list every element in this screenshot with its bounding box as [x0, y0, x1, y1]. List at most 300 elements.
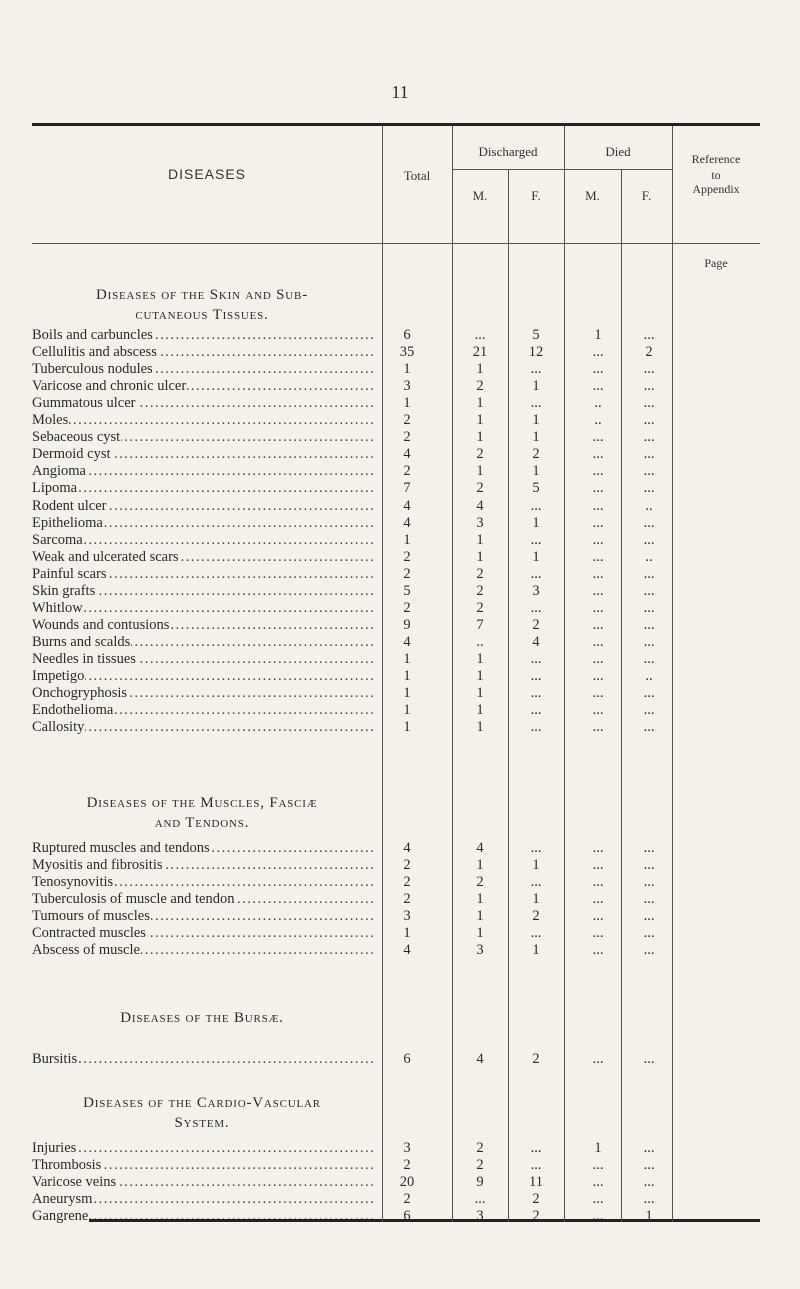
- died-female-cell: ...: [643, 565, 655, 582]
- disease-label: Contracted muscles: [32, 925, 146, 942]
- died-female-cell: ...: [643, 463, 655, 480]
- disease-name: [32, 600, 374, 617]
- disease-label: Whitlow: [32, 599, 83, 616]
- total-cell: 4: [403, 942, 411, 959]
- disease-name: [32, 566, 374, 583]
- header-discharged: Discharged: [478, 144, 538, 159]
- total-cell: 6: [403, 1208, 411, 1225]
- total-cell: 4: [403, 497, 411, 514]
- discharged-female-cell: ...: [530, 1157, 542, 1174]
- disease-name: [32, 532, 374, 549]
- died-male-cell: ...: [592, 685, 604, 702]
- discharged-male-cell: 21: [472, 344, 488, 361]
- header-died-f: F.: [641, 188, 652, 203]
- disease-label: Tuberculous nodules: [32, 361, 153, 378]
- died-male-cell: ...: [592, 908, 604, 925]
- section-subtitle: System.: [174, 1115, 230, 1131]
- table-row: [32, 583, 760, 600]
- total-cell: 1: [403, 361, 411, 378]
- table-row: [32, 942, 760, 959]
- died-female-cell: ...: [643, 650, 655, 667]
- disease-label: Tenosynovitis: [32, 874, 114, 891]
- discharged-male-cell: 1: [476, 429, 484, 446]
- died-female-cell: ...: [643, 582, 655, 599]
- disease-label: Onchogryphosis: [32, 685, 128, 702]
- disease-name: [32, 685, 374, 702]
- total-cell: 20: [399, 1174, 415, 1191]
- died-female-cell: ...: [643, 1174, 655, 1191]
- disease-name: [32, 549, 374, 566]
- discharged-male-cell: 1: [476, 908, 484, 925]
- table-row: [32, 617, 760, 634]
- header-died: Died: [605, 144, 631, 159]
- table-row: [32, 480, 760, 497]
- header-total: Total: [403, 168, 431, 183]
- table-row: [32, 549, 760, 566]
- died-male-cell: ...: [592, 616, 604, 633]
- total-cell: 2: [403, 548, 411, 565]
- disease-name: [32, 1174, 374, 1191]
- total-cell: 2: [403, 891, 411, 908]
- disease-label: Needles in tissues: [32, 650, 136, 667]
- disease-label: Varicose veins: [32, 1174, 117, 1191]
- discharged-female-cell: 3: [532, 582, 540, 599]
- disease-label: Skin grafts: [32, 582, 96, 599]
- disease-label: Lipoma: [32, 480, 78, 497]
- died-male-cell: ...: [592, 429, 604, 446]
- header-page: Page: [704, 256, 728, 270]
- section-subtitle: cutaneous Tissues.: [135, 307, 269, 323]
- discharged-male-cell: 2: [476, 1140, 484, 1156]
- table-row: [32, 327, 760, 344]
- total-cell: 2: [403, 874, 411, 891]
- died-female-cell: ...: [643, 702, 655, 719]
- died-male-cell: ...: [592, 378, 604, 395]
- table-row: [32, 1191, 760, 1208]
- total-cell: 3: [403, 908, 411, 925]
- discharged-male-cell: 2: [476, 599, 484, 616]
- died-female-cell: 1: [645, 1208, 653, 1225]
- disease-name: [32, 651, 374, 668]
- disease-name: [32, 1051, 374, 1068]
- disease-label: Impetigo: [32, 668, 85, 684]
- discharged-female-cell: 5: [532, 327, 540, 343]
- died-female-cell: 2: [645, 344, 653, 361]
- table-row: [32, 532, 760, 549]
- died-male-cell: ...: [592, 1191, 604, 1208]
- disease-label: Wounds and contusions: [32, 616, 170, 633]
- died-male-cell: ...: [592, 497, 604, 514]
- table-row: [32, 566, 760, 583]
- discharged-male-cell: 4: [476, 497, 484, 514]
- disease-name: [32, 480, 374, 497]
- disease-label: Tuberculosis of muscle and tendon: [32, 891, 235, 908]
- discharged-male-cell: 3: [476, 514, 484, 531]
- disease-name: [32, 361, 374, 378]
- died-female-cell: ...: [643, 327, 655, 343]
- died-male-cell: ...: [592, 531, 604, 548]
- discharged-female-cell: ...: [530, 719, 542, 736]
- disease-label: Sebaceous cyst: [32, 429, 121, 446]
- discharged-female-cell: 2: [532, 446, 540, 463]
- disease-label: Thrombosis: [32, 1157, 102, 1174]
- table-row: [32, 1157, 760, 1174]
- table-row: [32, 378, 760, 395]
- total-cell: 6: [403, 1051, 411, 1067]
- died-male-cell: ...: [592, 702, 604, 719]
- discharged-male-cell: ...: [474, 1191, 486, 1208]
- discharged-male-cell: 1: [476, 463, 484, 480]
- disease-label: Cellulitis and abscess: [32, 344, 157, 361]
- table-row: [32, 1140, 760, 1157]
- died-male-cell: ...: [592, 1208, 604, 1225]
- table-row: [32, 1051, 760, 1068]
- died-female-cell: ...: [643, 480, 655, 497]
- disease-name: [32, 840, 374, 857]
- disease-name: [32, 1140, 374, 1157]
- died-female-cell: ...: [643, 361, 655, 378]
- died-female-cell: ...: [643, 925, 655, 942]
- disease-name: [32, 583, 374, 600]
- table-row: [32, 344, 760, 361]
- disease-name: [32, 515, 374, 532]
- discharged-female-cell: 2: [532, 1208, 540, 1225]
- disease-name: [32, 908, 374, 925]
- discharged-male-cell: 1: [476, 395, 484, 412]
- disease-name: [32, 498, 374, 515]
- died-female-cell: ...: [643, 446, 655, 463]
- died-female-cell: ..: [645, 497, 653, 514]
- died-male-cell: ...: [592, 480, 604, 497]
- total-cell: 1: [403, 395, 411, 412]
- died-female-cell: ...: [643, 1051, 655, 1067]
- disease-label: Abscess of muscle: [32, 942, 140, 959]
- table-row: [32, 395, 760, 412]
- disease-label: Painful scars: [32, 565, 107, 582]
- died-male-cell: ...: [592, 874, 604, 891]
- total-cell: 2: [403, 463, 411, 480]
- disease-label: Ruptured muscles and tendons: [32, 840, 210, 856]
- total-cell: 35: [399, 344, 415, 361]
- discharged-male-cell: 1: [476, 702, 484, 719]
- table-row: [32, 634, 760, 651]
- disease-name: [32, 702, 374, 719]
- table-row: [32, 429, 760, 446]
- died-male-cell: ...: [592, 857, 604, 874]
- discharged-male-cell: 1: [476, 548, 484, 565]
- discharged-male-cell: 1: [476, 361, 484, 378]
- discharged-male-cell: 4: [476, 840, 484, 856]
- discharged-female-cell: ...: [530, 565, 542, 582]
- discharged-female-cell: 2: [532, 1051, 540, 1067]
- discharged-male-cell: 1: [476, 650, 484, 667]
- table-row: [32, 908, 760, 925]
- discharged-female-cell: 1: [532, 514, 540, 531]
- header-discharged-f: F.: [531, 188, 541, 203]
- died-male-cell: ...: [592, 942, 604, 959]
- total-cell: 2: [403, 412, 411, 429]
- discharged-female-cell: 1: [532, 942, 540, 959]
- died-male-cell: ...: [592, 668, 604, 684]
- discharged-female-cell: 1: [532, 857, 540, 874]
- section-title: Diseases of the Skin and Sub-: [96, 287, 308, 303]
- died-female-cell: ...: [643, 942, 655, 959]
- disease-name: [32, 891, 374, 908]
- died-female-cell: ..: [645, 668, 653, 684]
- died-female-cell: ...: [643, 616, 655, 633]
- died-female-cell: ...: [643, 514, 655, 531]
- table-row: [32, 1208, 760, 1225]
- died-male-cell: 1: [594, 327, 602, 343]
- total-cell: 2: [403, 1191, 411, 1208]
- died-female-cell: ...: [643, 633, 655, 650]
- table-row: [32, 925, 760, 942]
- discharged-male-cell: 9: [476, 1174, 484, 1191]
- disease-label: Aneurysm: [32, 1191, 93, 1208]
- discharged-male-cell: 3: [476, 942, 484, 959]
- discharged-male-cell: ..: [476, 633, 484, 650]
- disease-name: [32, 857, 374, 874]
- died-female-cell: ...: [643, 395, 655, 412]
- total-cell: 3: [403, 378, 411, 395]
- disease-name: [32, 668, 374, 685]
- died-male-cell: ...: [592, 582, 604, 599]
- discharged-male-cell: 2: [476, 480, 484, 497]
- discharged-female-cell: ...: [530, 361, 542, 378]
- died-male-cell: ...: [592, 599, 604, 616]
- died-male-cell: ...: [592, 719, 604, 736]
- died-female-cell: ...: [643, 874, 655, 891]
- died-male-cell: ...: [592, 344, 604, 361]
- table-row: [32, 840, 760, 857]
- died-female-cell: ...: [643, 719, 655, 736]
- discharged-male-cell: 1: [476, 891, 484, 908]
- total-cell: 1: [403, 702, 411, 719]
- died-female-cell: ...: [643, 1157, 655, 1174]
- died-male-cell: ...: [592, 925, 604, 942]
- died-female-cell: ...: [643, 429, 655, 446]
- table-row: [32, 600, 760, 617]
- discharged-female-cell: 1: [532, 548, 540, 565]
- disease-label: Callosity: [32, 719, 85, 736]
- total-cell: 3: [403, 1140, 411, 1156]
- table-row: [32, 685, 760, 702]
- disease-name: [32, 874, 374, 891]
- discharged-male-cell: 2: [476, 1157, 484, 1174]
- discharged-male-cell: 2: [476, 874, 484, 891]
- discharged-female-cell: ...: [530, 599, 542, 616]
- died-male-cell: ...: [592, 1157, 604, 1174]
- discharged-female-cell: 1: [532, 891, 540, 908]
- died-female-cell: ...: [643, 840, 655, 856]
- total-cell: 4: [403, 514, 411, 531]
- section-subtitle: and Tendons.: [154, 815, 250, 831]
- discharged-male-cell: 2: [476, 565, 484, 582]
- table-row: [32, 702, 760, 719]
- died-male-cell: ...: [592, 361, 604, 378]
- table-row: [32, 651, 760, 668]
- disease-name: [32, 344, 374, 361]
- table-row: [32, 1174, 760, 1191]
- died-male-cell: ...: [592, 1051, 604, 1067]
- total-cell: 1: [403, 719, 411, 736]
- discharged-female-cell: 1: [532, 412, 540, 429]
- discharged-female-cell: 2: [532, 1191, 540, 1208]
- died-female-cell: ...: [643, 908, 655, 925]
- disease-name: [32, 412, 374, 429]
- disease-name: [32, 1191, 374, 1208]
- died-male-cell: ...: [592, 840, 604, 856]
- disease-label: Tumours of muscles: [32, 908, 150, 925]
- disease-label: Epithelioma: [32, 514, 103, 531]
- discharged-male-cell: 1: [476, 531, 484, 548]
- disease-name: [32, 446, 374, 463]
- discharged-female-cell: ...: [530, 395, 542, 412]
- disease-label: Dermoid cyst: [32, 446, 111, 463]
- total-cell: 6: [403, 327, 411, 343]
- discharged-female-cell: 1: [532, 463, 540, 480]
- total-cell: 1: [403, 925, 411, 942]
- discharged-male-cell: 1: [476, 857, 484, 874]
- discharged-female-cell: ...: [530, 874, 542, 891]
- discharged-female-cell: 11: [529, 1174, 543, 1191]
- header-reference-1: Reference: [691, 152, 741, 166]
- died-male-cell: ...: [592, 1174, 604, 1191]
- died-female-cell: ...: [643, 412, 655, 429]
- table-row: [32, 361, 760, 378]
- section-title: Diseases of the Bursæ.: [120, 1010, 284, 1026]
- disease-label: Gummatous ulcer: [32, 395, 136, 412]
- discharged-female-cell: 4: [532, 633, 540, 650]
- total-cell: 2: [403, 429, 411, 446]
- table-row: [32, 446, 760, 463]
- disease-label: Injuries: [32, 1140, 77, 1156]
- discharged-female-cell: ...: [530, 668, 542, 684]
- discharged-female-cell: ...: [530, 1140, 542, 1156]
- header-divider: [32, 243, 760, 244]
- disease-label: Endothelioma: [32, 702, 114, 719]
- disease-name: [32, 634, 374, 651]
- disease-name: [32, 1157, 374, 1174]
- died-female-cell: ...: [643, 1140, 655, 1156]
- total-cell: 4: [403, 633, 411, 650]
- died-male-cell: ...: [592, 548, 604, 565]
- total-cell: 1: [403, 531, 411, 548]
- died-male-cell: ..: [594, 395, 602, 412]
- total-cell: 2: [403, 1157, 411, 1174]
- died-male-cell: ...: [592, 463, 604, 480]
- table-row: [32, 498, 760, 515]
- table-row: [32, 857, 760, 874]
- discharged-male-cell: 3: [476, 1208, 484, 1225]
- total-cell: 1: [403, 650, 411, 667]
- discharged-female-cell: ...: [530, 702, 542, 719]
- died-male-cell: 1: [594, 1140, 602, 1156]
- discharged-male-cell: 7: [476, 616, 484, 633]
- died-male-cell: ..: [594, 412, 602, 429]
- discharged-female-cell: 1: [532, 378, 540, 395]
- page-number: 11: [391, 82, 409, 102]
- discharged-female-cell: ...: [530, 531, 542, 548]
- table-row: [32, 719, 760, 736]
- discharged-male-cell: 4: [476, 1051, 484, 1067]
- header-reference-3: Appendix: [692, 182, 740, 196]
- died-female-cell: ...: [643, 1191, 655, 1208]
- died-male-cell: ...: [592, 565, 604, 582]
- disease-label: Angioma: [32, 463, 86, 480]
- discharged-female-cell: ...: [530, 925, 542, 942]
- disease-label: Myositis and fibrositis: [32, 857, 163, 874]
- header-diseases: DISEASES: [167, 166, 247, 182]
- died-female-cell: ...: [643, 891, 655, 908]
- disease-name: [32, 617, 374, 634]
- table-row: [32, 412, 760, 429]
- section-title: Diseases of the Muscles, Fasciæ: [86, 795, 318, 811]
- total-cell: 9: [403, 616, 411, 633]
- table-row: [32, 515, 760, 532]
- discharged-female-cell: 2: [532, 616, 540, 633]
- disease-name: [32, 942, 374, 959]
- disease-name: [32, 719, 374, 736]
- discharged-male-cell: 2: [476, 582, 484, 599]
- disease-name: [32, 1208, 374, 1225]
- disease-label: Moles: [32, 412, 69, 429]
- table-row: [32, 668, 760, 685]
- total-cell: 2: [403, 565, 411, 582]
- disease-name: [32, 925, 374, 942]
- died-male-cell: ...: [592, 514, 604, 531]
- disease-name: [32, 378, 374, 395]
- disease-label: Rodent ulcer: [32, 497, 107, 514]
- discharged-male-cell: ...: [474, 327, 486, 343]
- disease-label: Gangrene: [32, 1208, 89, 1225]
- discharged-female-cell: 1: [532, 429, 540, 446]
- disease-label: Bursitis: [32, 1051, 78, 1067]
- discharged-male-cell: 1: [476, 925, 484, 942]
- total-cell: 7: [403, 480, 411, 497]
- died-male-cell: ...: [592, 633, 604, 650]
- total-cell: 1: [403, 668, 411, 684]
- discharged-female-cell: ...: [530, 650, 542, 667]
- died-male-cell: ...: [592, 891, 604, 908]
- discharged-male-cell: 1: [476, 412, 484, 429]
- total-cell: 1: [403, 685, 411, 702]
- discharged-female-cell: 5: [532, 480, 540, 497]
- total-cell: 5: [403, 582, 411, 599]
- discharged-male-cell: 1: [476, 719, 484, 736]
- died-female-cell: ...: [643, 857, 655, 874]
- died-male-cell: ...: [592, 650, 604, 667]
- total-cell: 4: [403, 446, 411, 463]
- disease-label: Boils and carbuncles: [32, 327, 153, 343]
- sex-subheader-line: [452, 169, 672, 170]
- section-title: Diseases of the Cardio-Vascular: [83, 1095, 321, 1111]
- died-female-cell: ..: [645, 548, 653, 565]
- discharged-female-cell: 2: [532, 908, 540, 925]
- disease-label: Burns and scalds: [32, 633, 131, 650]
- discharged-male-cell: 1: [476, 668, 484, 684]
- disease-name: [32, 327, 374, 344]
- discharged-female-cell: ...: [530, 497, 542, 514]
- disease-name: [32, 395, 374, 412]
- disease-label: Weak and ulcerated scars: [32, 548, 179, 565]
- disease-name: [32, 429, 374, 446]
- discharged-male-cell: 2: [476, 378, 484, 395]
- discharged-female-cell: 12: [528, 344, 544, 361]
- died-male-cell: ...: [592, 446, 604, 463]
- died-female-cell: ...: [643, 685, 655, 702]
- total-cell: 4: [403, 840, 411, 856]
